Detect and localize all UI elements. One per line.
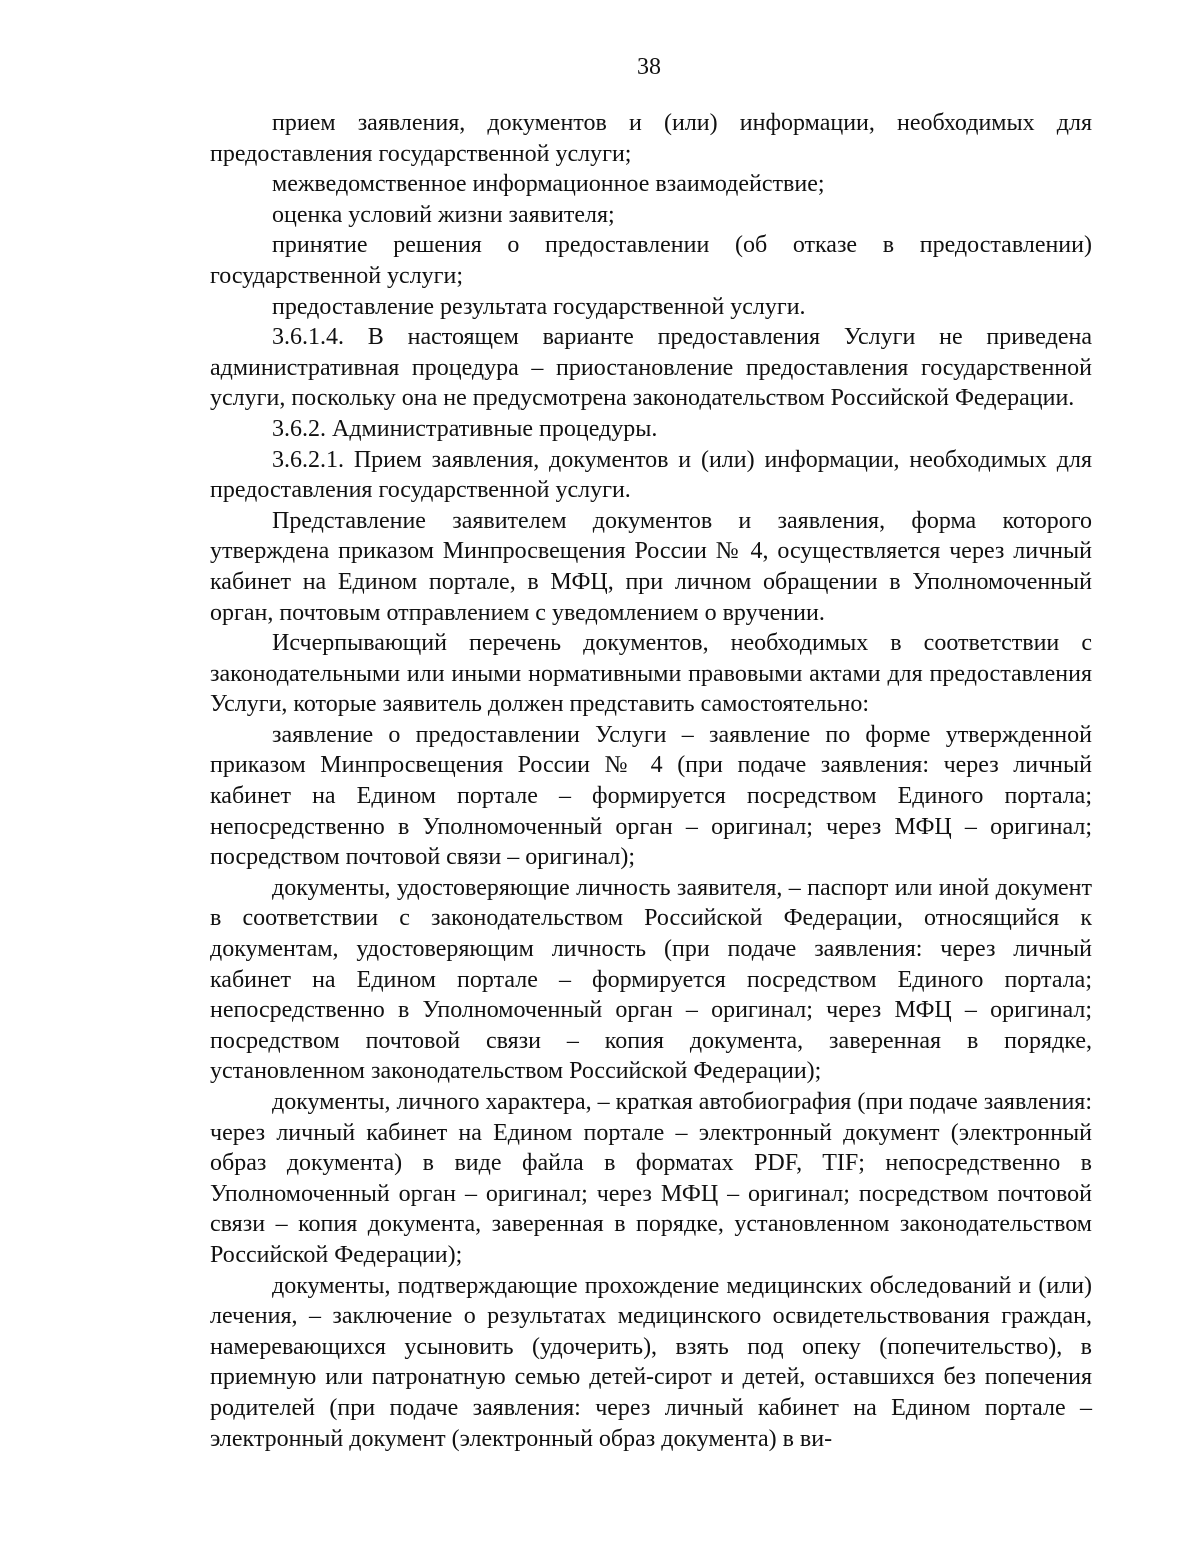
paragraph-13: документы, личного характера, – краткая автобиография (при подаче заявления: через личный кабинет на Едином портале – электронный документ (электронный образ документа) в виде файла в форматах PDF, TIF; непосредственно в Уполномоченный орган – оригинал; через МФЦ – оригинал; посредством почтовой связи – копия документа, заверенная в порядке, установленном законодательством Российской Федерации);	[210, 1089, 1092, 1268]
paragraph-6: 3.6.1.4. В настоящем варианте предоставления Услуги не приведена административная процедура – приостановление предоставления государственной услуги, поскольку она не предусмотрена законодательством Российской Федерации.	[210, 324, 1092, 412]
page-number: 38	[637, 54, 661, 80]
paragraph-8: 3.6.2.1. Прием заявления, документов и (или) информации, необходимых для предоставления государственной услуги.	[210, 446, 1092, 504]
paragraph-1: прием заявления, документов и (или) информации, необходимых для предоставления государственной услуги;	[210, 110, 1092, 167]
paragraph-14: документы, подтверждающие прохождение медицинских обследований и (или) лечения, – заключение о результатах медицинского освидетельствования граждан, намеревающихся усыновить (удочерить), взять под опеку (попечительство), в приемную или патронатную семью детей-сирот и детей, оставшихся без попечения родителей (при подаче заявления: через личный кабинет на Едином портале – электронный документ (электронный образ документа) в ви-	[210, 1272, 1092, 1452]
paragraph-4: принятие решения о предоставлении (об отказе в предоставлении) государственной услуги;	[210, 232, 1092, 289]
paragraph-3: оценка условий жизни заявителя;	[272, 201, 615, 228]
paragraph-2: межведомственное информационное взаимодействие;	[272, 171, 825, 198]
document-body	[210, 108, 1092, 1454]
paragraph-12: документы, удостоверяющие личность заявителя, – паспорт или иной документ в соответствии с законодательством Российской Федерации, относящийся к документам, удостоверяющим личность (при подаче заявления: через личный кабинет на Едином портале – формируется посредством Единого портала; непосредственно в Уполномоченный орган – оригинал; через МФЦ – оригинал; посредством почтовой связи – копия документа, заверенная в порядке, установленном законодательством Российской Федерации);	[210, 874, 1092, 1085]
paragraph-10: Исчерпывающий перечень документов, необходимых в соответствии с законодательными или иными нормативными правовыми актами для предоставления Услуги, которые заявитель должен представить самостоятельно:	[210, 630, 1092, 718]
paragraph-9: Представление заявителем документов и заявления, форма которого утверждена приказом Минпросвещения России № 4, осуществляется через личный кабинет на Едином портале, в МФЦ, при личном обращении в Уполномоченный орган, почтовым отправлением с уведомлением о вручении.	[210, 507, 1092, 626]
paragraph-11: заявление о предоставлении Услуги – заявление по форме утвержденной приказом Минпросвещения России № 4 (при подаче заявления: через личный кабинет на Едином портале – формируется посредством Единого портала; непосредственно в Уполномоченный орган – оригинал; через МФЦ – оригинал; посредством почтовой связи – оригинал);	[210, 721, 1092, 871]
paragraph-5: предоставление результата государственной услуги.	[272, 293, 806, 320]
paragraph-7: 3.6.2. Административные процедуры.	[272, 415, 658, 442]
